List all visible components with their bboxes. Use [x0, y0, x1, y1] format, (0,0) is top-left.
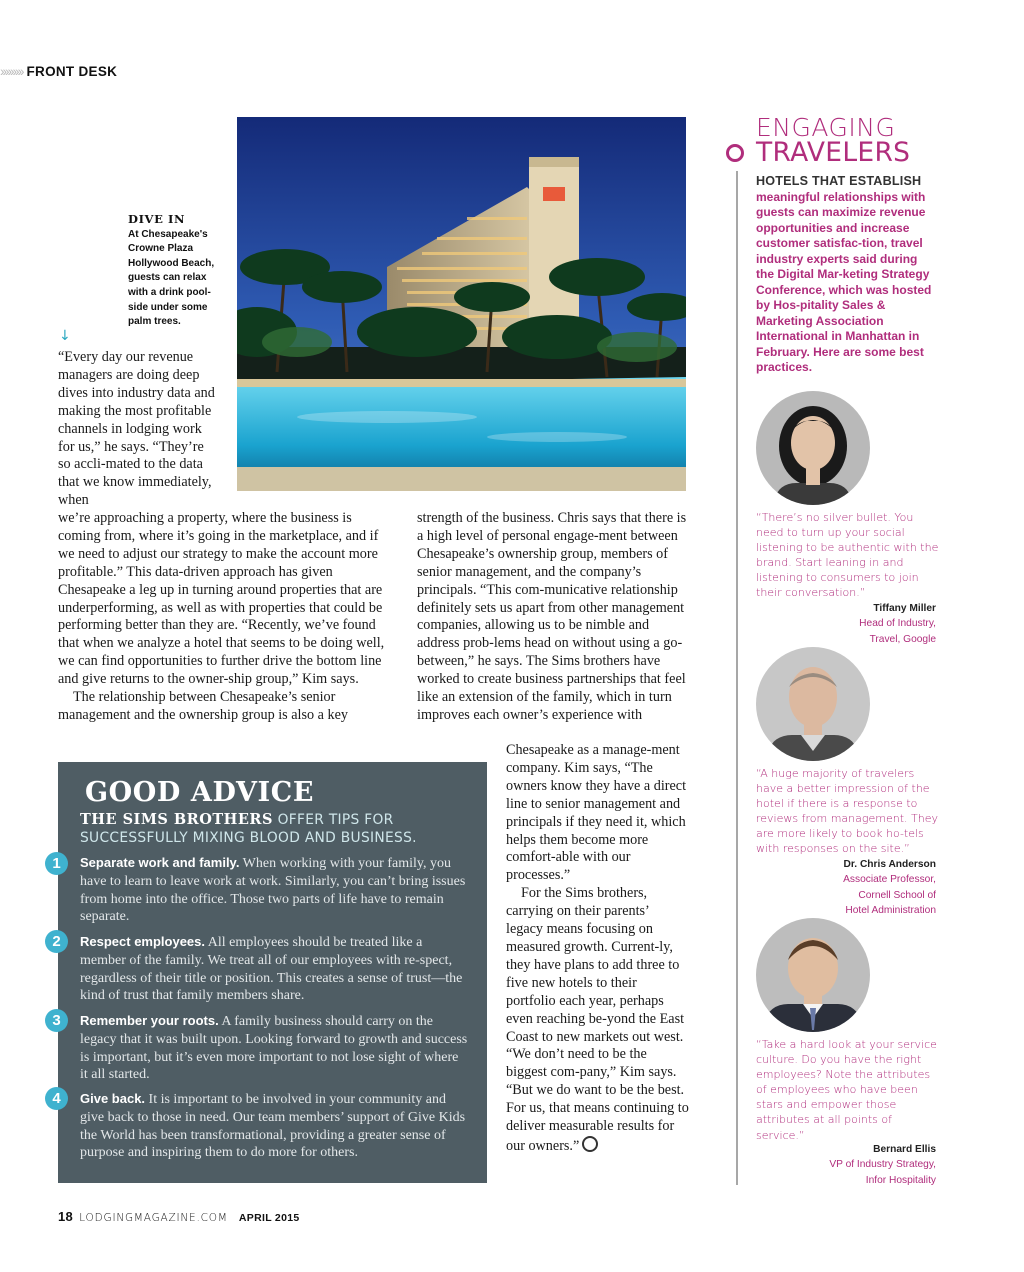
ring-bullet-icon — [726, 144, 744, 162]
page-footer — [58, 1209, 300, 1224]
tip-item — [80, 1090, 468, 1162]
avatar — [756, 391, 870, 505]
section-header — [0, 64, 117, 79]
tip-number-badge: 4 — [45, 1087, 68, 1110]
expert-name: Tiffany Miller — [873, 603, 936, 614]
tip-text: All employees should be treated like a member of the family. We treat all of our employees with re-spect, regardless of their title or position. This creates a sense of trust—the kind of trust that family members share. — [80, 935, 463, 1004]
article-paragraph: The relationship between Chesapeake’s senior management and the ownership group is also a key — [58, 689, 348, 723]
tip-text: When working with your family, you have to learn to leave work at work. Similarly, you can’t bring issues from home into the office. Those two parts of life have to remain separate. — [80, 856, 466, 925]
tip-number-badge: 2 — [45, 930, 68, 953]
tip-heading: Give back. — [80, 1091, 146, 1106]
sidebar-rule — [736, 171, 738, 1185]
tip-item — [80, 854, 468, 926]
issue-date: APRIL 2015 — [238, 1212, 300, 1224]
portrait-man-image — [756, 647, 870, 761]
expert-title: Hotel Administration — [845, 904, 936, 916]
tip-item — [80, 1012, 468, 1084]
expert-title: Head of Industry, — [859, 618, 936, 630]
avatar — [756, 647, 870, 761]
portrait-man-suit-image — [756, 918, 870, 1032]
expert-name: Bernard Ellis — [873, 1144, 936, 1155]
advice-subtitle — [80, 811, 480, 847]
chevron-icons: ››››››››› — [0, 64, 23, 79]
article-paragraph-text: For the Sims brothers, carrying on their parents’ legacy means focusing on measured growth. Current-ly, they have plans to add three to five new hotels to their portfolio each year, perhaps even reaching be-yond the East Coast to new markets out west. “We don’t need to be the biggest com-pany,” Kim says. “But we do want to be the best. For us, that means continuing to deliver measurable results for our owners.” — [506, 885, 689, 1154]
caption-title: DIVE IN — [128, 212, 186, 226]
expert-title: Associate Professor, — [843, 874, 936, 886]
article-paragraph: strength of the business. Chris says that there is a high level of personal engage-ment between Chesapeake’s ownership group, members of senior management, and the company’s principals. “This com-municative relationship definitely sets us apart from other management companies, allowing us to be nimble and address prob-lems head on without using a go-between,” he says. The Sims brothers have worked to create business partnerships that feel like an extension of the family, which in turn improves each owner’s experience with — [417, 510, 687, 723]
site-name: LODGINGMAGAZINE.COM — [79, 1212, 228, 1224]
expert-title: Travel, Google — [869, 633, 936, 645]
tip-number-badge: 1 — [45, 852, 68, 875]
advice-title: GOOD ADVICE — [85, 777, 315, 808]
caption-text: At Chesapeake's Crowne Plaza Hollywood Beach, guests can relax with a drink pool-side under some palm trees. — [128, 228, 215, 328]
expert-attribution — [756, 1142, 936, 1188]
expert-quote: “There’s no silver bullet. You need to turn up your social listening to be authentic with the brand. Start leaning in and listening to consumers to join their conversation.” — [756, 511, 939, 600]
hotel-photo — [237, 117, 686, 491]
arrow-down-icon: ↓ — [59, 328, 71, 344]
expert-attribution — [756, 601, 936, 647]
sidebar-title-line2: TRAVELERS — [756, 137, 911, 168]
article-col2-top — [417, 510, 689, 725]
article-paragraph — [506, 885, 689, 1156]
tip-text: It is important to be involved in your community and give back to those in need. Our team members’ support of Give Kids the World has been transformational, providing a greater sense of purpose and inspiring them to do more for others. — [80, 1092, 466, 1161]
article-col1-top — [58, 349, 218, 510]
photo-caption — [128, 212, 228, 330]
article-paragraph: “Every day our revenue managers are doing deep dives into industry data and making the most profitable channels in lodging work for us,” he says. “They’re so accli-mated to the data that we know immediately, when — [58, 349, 215, 509]
advice-subtitle-rest: OFFER TIPS FOR SUCCESSFULLY MIXING BLOOD AND BUSINESS. — [80, 812, 417, 846]
page-number: 18 — [58, 1209, 74, 1224]
sidebar-title-line1: ENGAGING — [756, 113, 896, 142]
tip-text: A family business should carry on the legacy that it was built upon. Looking forward to growth and success is important, but it’s even more important to not lose sight of where it all started. — [80, 1014, 468, 1083]
article-col1-bottom — [58, 510, 396, 725]
tip-heading: Respect employees. — [80, 934, 206, 949]
expert-title: Cornell School of — [858, 889, 936, 901]
end-mark-icon — [582, 1136, 598, 1152]
hotel-pool-night-image — [237, 117, 686, 491]
expert-quote: “A huge majority of travelers have a better impression of the hotel if there is a response to reviews from management. They are more likely to book ho-tels with responses on the site.” — [756, 767, 938, 856]
expert-title: Infor Hospitality — [865, 1174, 936, 1186]
portrait-woman-image — [756, 391, 870, 505]
expert-title: VP of Industry Strategy, — [829, 1159, 936, 1171]
article-paragraph: we’re approaching a property, where the business is coming from, where it’s going in the marketplace, and if we need to adjust our strategy to make the account more profitable.” This data-driven approach has given Chesapeake a leg up in turning around properties that are underperforming, as well as with properties that could be performing better than they are. “Recently, we’ve found that when we analyze a hotel that seems to be doing well, we can find opportunities to further drive the bottom line and give returns to the owner-ship group,” Kim says. — [58, 510, 385, 688]
tip-item — [80, 933, 468, 1005]
advice-subtitle-bold: THE SIMS BROTHERS — [80, 811, 273, 828]
tip-heading: Remember your roots. — [80, 1013, 219, 1028]
sidebar-intro-lead: HOTELS THAT ESTABLISH — [756, 174, 922, 188]
tip-number-badge: 3 — [45, 1009, 68, 1032]
avatar — [756, 918, 870, 1032]
expert-quote: “Take a hard look at your service culture. Do you have the right employees? Note the attributes of employees who have been stars and empower those attributes at all points of service.” — [756, 1038, 937, 1142]
section-title: FRONT DESK — [26, 64, 118, 79]
expert-attribution — [756, 857, 936, 918]
sidebar-intro-text: meaningful relationships with guests can maximize revenue opportunities and increase customer satisfac-tion, travel industry experts said during the Digital Mar-keting Strategy Conference, which was hosted by Hos-pitality Sales & Marketing Association International in Manhattan in February. Here are some best practices. — [756, 189, 932, 374]
expert-name: Dr. Chris Anderson — [843, 859, 936, 870]
article-paragraph: Chesapeake as a manage-ment company. Kim says, “The owners know they have a direct line to senior management and principals if they need it, which helps them become more comfort-able with our processes.” — [506, 742, 687, 884]
tip-heading: Separate work and family. — [80, 855, 240, 870]
article-col2-narrow — [506, 742, 689, 1156]
sidebar-intro — [756, 174, 936, 376]
